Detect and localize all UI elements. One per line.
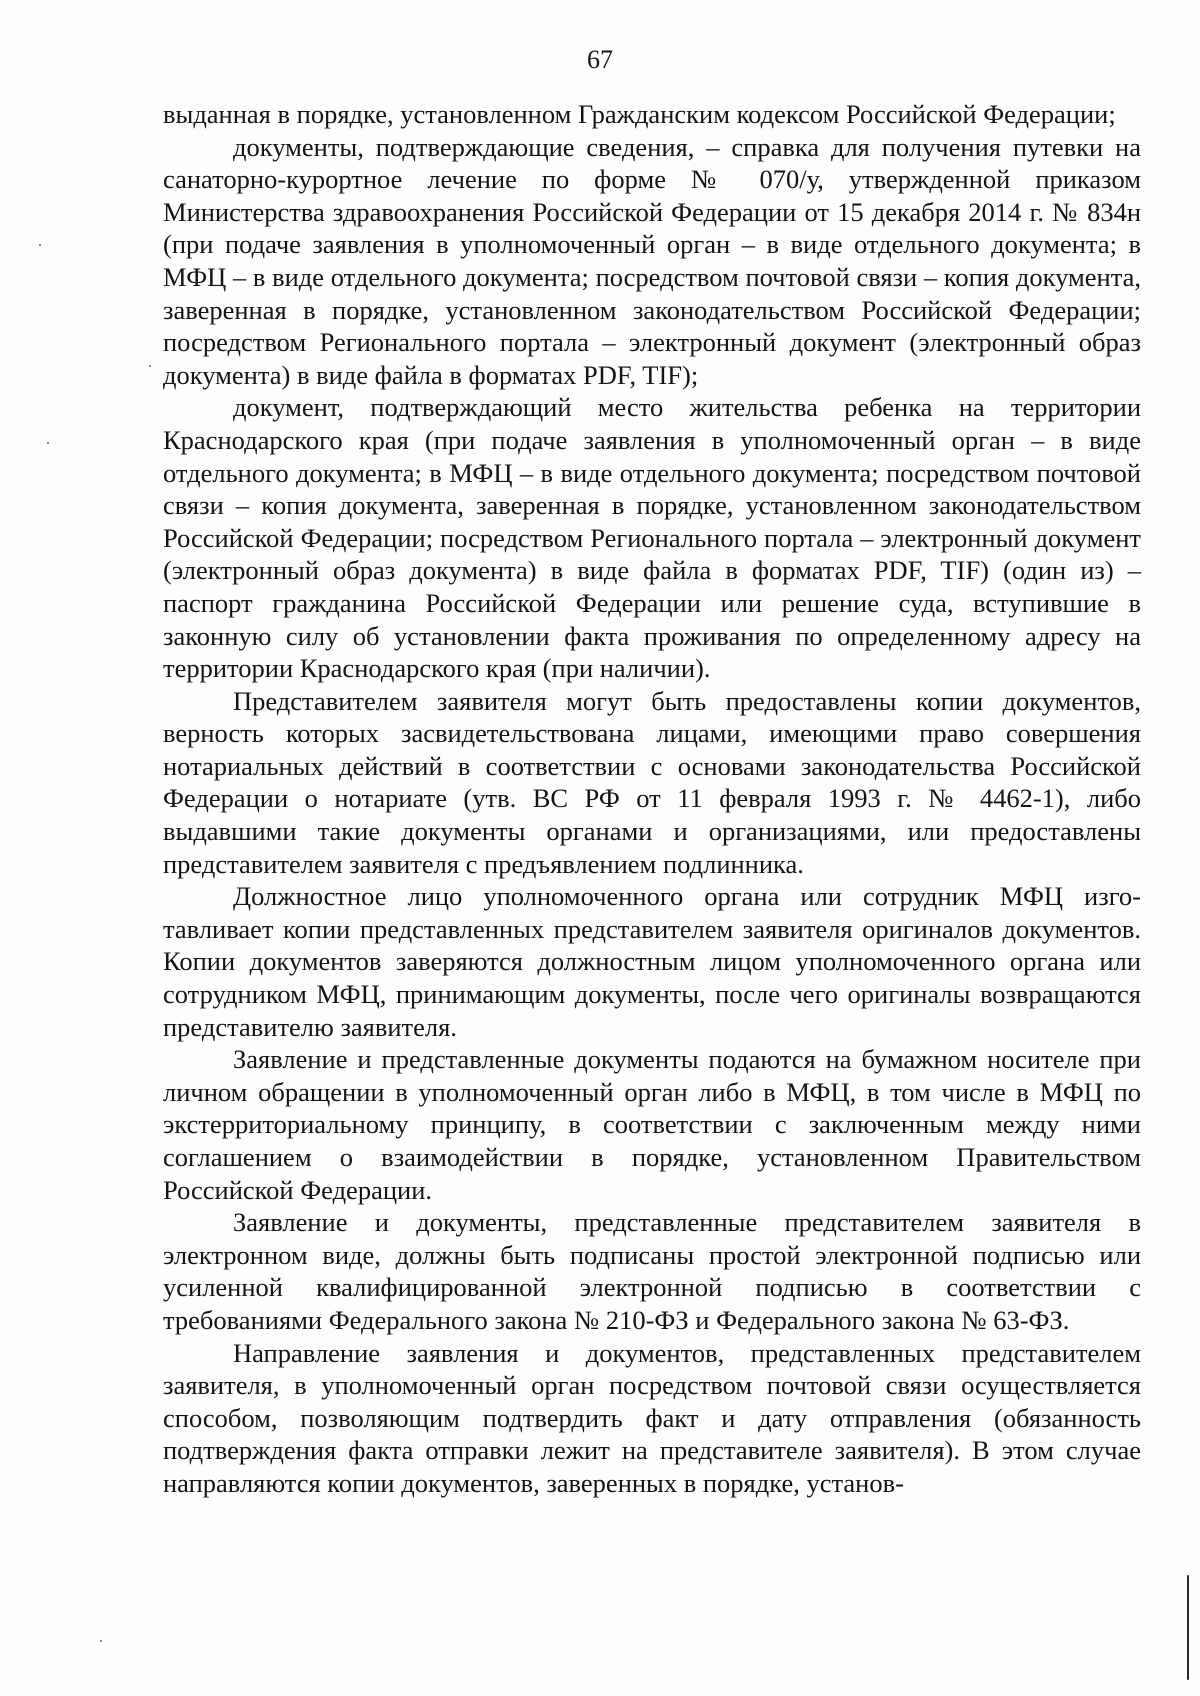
scan-speck	[100, 1640, 102, 1642]
scan-speck	[39, 244, 41, 246]
paragraph-paper-submission: Заявление и представленные документы подаются на бумажном носителе при личном обращении в уполномоченный орган либо в МФЦ, в том числе в МФЦ по экстерриториальному принципу, в соответствии с заключенным между ними соглашением о взаимодействии в порядке, установленном Правительством Российской Федерации.	[163, 1044, 1141, 1205]
paragraph-continuation: выданная в порядке, установленном Гражданским кодексом Российской Федерации;	[163, 99, 1116, 129]
scan-speck	[149, 365, 151, 367]
paragraph-electronic-signature: Заявление и документы, представленные представителем заявителя в электронном виде, должны быть подписаны простой электронной подписью или усиленной квалифицированной электронной подписью в соответствии с требованиями Федерального закона № 210-ФЗ и Федерального закона № 63-ФЗ.	[163, 1207, 1141, 1335]
paragraph-medical-certificate: документы, подтверждающие сведения, – справка для получения путевки на санаторно-курортное лечение по форме № 070/у, утвержденной приказом Министерства здравоохранения Российской Федерации от 15 декабря 2014 г. № 834н (при подаче заявления в уполномоченный орган – в виде отдельного документа; в МФЦ – в виде отдельного документа; посредством почтовой связи – копия документа, заверенная в порядке, установленном законодательством Российской Федерации; посредством Регионального портала – электронный документ (электронный образ документа) в виде файла в форматах PDF, TIF);	[163, 131, 1141, 390]
paragraph-residence-document: документ, подтверждающий место жительства ребенка на территории Краснодарского края (при подаче заявления в уполномоченный орган – в виде отдельного документа; в МФЦ – в виде отдельного документа; посредством почтовой связи – копия документа, заверенная в порядке, установленном законодательством Российской Федерации; посредством Регионального портала – электронный документ (электронный образ документа) в виде файла в форматах PDF, TIF) (один из) – паспорт гражданина Российской Федерации или решение суда, вступившие в законную силу об установлении факта проживания по определенному адресу на территории Краснодарского края (при наличии).	[163, 392, 1141, 684]
scan-speck	[47, 442, 49, 444]
paragraph-official-copies: Должностное лицо уполномоченного органа или сотрудник МФЦ изготавливает копии представленных представителем заявителя оригиналов документов. Копии документов заверяются должностным лицом уполномоченного органа или сотрудником МФЦ, принимающим документы, после чего оригиналы возвращаются представителю заявителя.	[163, 881, 1141, 1042]
body-text	[163, 98, 1141, 1500]
paragraph-representative-copies: Представителем заявителя могут быть предоставлены копии документов, верность которых засвидетельствована лицами, имеющими право совершения нотариальных действий в соответствии с основами законодательства Российской Федерации о нотариате (утв. ВС РФ от 11 февраля 1993 г. № 4462-1), либо выдавшими такие документы органами и организациями, или предоставлены представителем заявителя с предъявлением подлинника.	[163, 685, 1141, 879]
scan-edge-mark	[1187, 1575, 1189, 1680]
page-number: 67	[587, 45, 613, 74]
paragraph-postal-submission: Направление заявления и документов, представленных представителем заявителя, в уполномоченный орган посредством почтовой связи осуществляется способом, позволяющим подтвердить факт и дату отправления (обязанность подтверждения факта отправки лежит на представителе заявителя). В этом случае направляются копии документов, заверенных в порядке, установ-	[163, 1337, 1141, 1498]
